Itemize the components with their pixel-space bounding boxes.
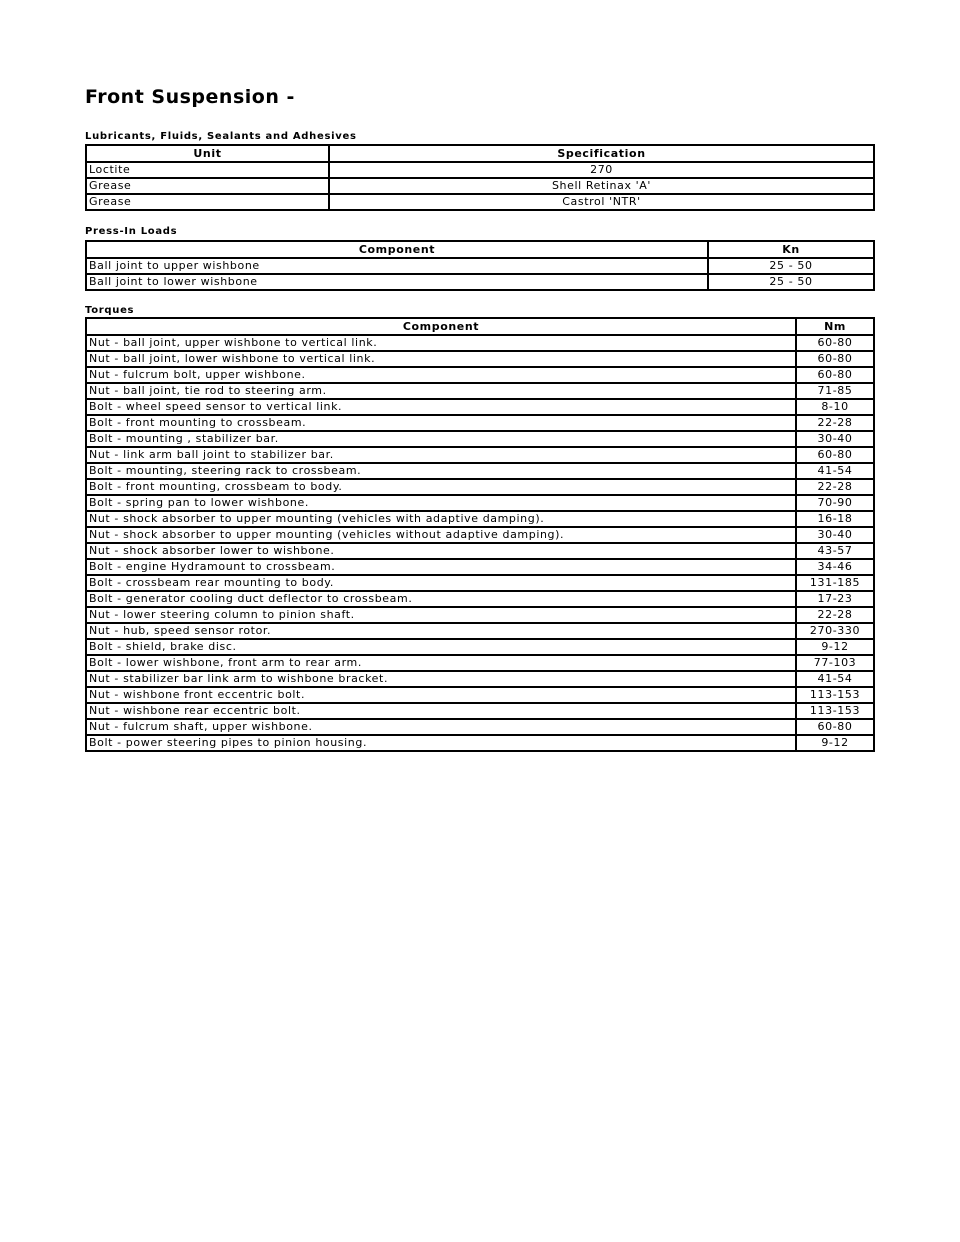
table-cell-label: Bolt - power steering pipes to pinion housing.	[86, 735, 796, 751]
table-cell-value: 60-80	[796, 447, 874, 463]
table-row	[86, 274, 874, 290]
torques-table	[85, 317, 875, 752]
column-header-kn: Kn	[708, 241, 874, 258]
table-cell-value: 131-185	[796, 575, 874, 591]
table-row	[86, 178, 874, 194]
table-cell-value: 270	[329, 162, 874, 178]
table-row	[86, 591, 874, 607]
column-header-component: Component	[86, 318, 796, 335]
table-cell-label: Nut - shock absorber lower to wishbone.	[86, 543, 796, 559]
table-cell-label: Bolt - mounting, steering rack to crossbeam.	[86, 463, 796, 479]
table-cell-label: Bolt - mounting , stabilizer bar.	[86, 431, 796, 447]
table-cell-value: 60-80	[796, 351, 874, 367]
column-header-nm: Nm	[796, 318, 874, 335]
table-cell-value: 41-54	[796, 463, 874, 479]
table-cell-label: Ball joint to upper wishbone	[86, 258, 708, 274]
table-cell-label: Nut - stabilizer bar link arm to wishbone bracket.	[86, 671, 796, 687]
table-cell-value: Castrol 'NTR'	[329, 194, 874, 210]
column-header-unit: Unit	[86, 145, 329, 162]
lubricants-table	[85, 144, 875, 211]
table-cell-value: 270-330	[796, 623, 874, 639]
table-row	[86, 399, 874, 415]
table-row	[86, 559, 874, 575]
table-row	[86, 575, 874, 591]
table-row	[86, 671, 874, 687]
table-cell-label: Bolt - front mounting, crossbeam to body.	[86, 479, 796, 495]
lubricants-table-body	[86, 162, 874, 210]
table-header-row	[86, 318, 874, 335]
table-cell-label: Nut - hub, speed sensor rotor.	[86, 623, 796, 639]
table-cell-value: 16-18	[796, 511, 874, 527]
table-row	[86, 431, 874, 447]
torques-table-body	[86, 335, 874, 751]
table-cell-label: Nut - fulcrum bolt, upper wishbone.	[86, 367, 796, 383]
table-cell-label: Grease	[86, 194, 329, 210]
table-cell-value: 30-40	[796, 431, 874, 447]
table-row	[86, 479, 874, 495]
table-cell-label: Bolt - front mounting to crossbeam.	[86, 415, 796, 431]
table-cell-value: 17-23	[796, 591, 874, 607]
table-cell-value: 113-153	[796, 703, 874, 719]
table-cell-value: 9-12	[796, 639, 874, 655]
table-row	[86, 495, 874, 511]
table-cell-value: 43-57	[796, 543, 874, 559]
table-row	[86, 607, 874, 623]
table-row	[86, 527, 874, 543]
table-cell-value: 60-80	[796, 335, 874, 351]
table-cell-value: 70-90	[796, 495, 874, 511]
table-cell-value: Shell Retinax 'A'	[329, 178, 874, 194]
table-row	[86, 447, 874, 463]
table-cell-value: 22-28	[796, 607, 874, 623]
table-row	[86, 623, 874, 639]
table-cell-value: 113-153	[796, 687, 874, 703]
table-row	[86, 335, 874, 351]
table-row	[86, 383, 874, 399]
table-cell-label: Bolt - wheel speed sensor to vertical link.	[86, 399, 796, 415]
table-row	[86, 687, 874, 703]
table-cell-label: Bolt - shield, brake disc.	[86, 639, 796, 655]
table-cell-value: 22-28	[796, 415, 874, 431]
table-row	[86, 351, 874, 367]
table-cell-value: 60-80	[796, 367, 874, 383]
table-row	[86, 463, 874, 479]
table-header-row	[86, 145, 874, 162]
table-cell-label: Nut - fulcrum shaft, upper wishbone.	[86, 719, 796, 735]
table-cell-label: Loctite	[86, 162, 329, 178]
table-cell-label: Nut - wishbone front eccentric bolt.	[86, 687, 796, 703]
table-row	[86, 639, 874, 655]
table-cell-value: 34-46	[796, 559, 874, 575]
table-row	[86, 194, 874, 210]
table-row	[86, 415, 874, 431]
table-cell-label: Nut - link arm ball joint to stabilizer bar.	[86, 447, 796, 463]
table-cell-label: Nut - shock absorber to upper mounting (vehicles without adaptive damping).	[86, 527, 796, 543]
table-cell-value: 60-80	[796, 719, 874, 735]
table-cell-value: 77-103	[796, 655, 874, 671]
table-cell-value: 71-85	[796, 383, 874, 399]
table-cell-label: Nut - wishbone rear eccentric bolt.	[86, 703, 796, 719]
table-cell-value: 9-12	[796, 735, 874, 751]
lubricants-section-title: Lubricants, Fluids, Sealants and Adhesives	[85, 131, 357, 142]
table-cell-label: Nut - ball joint, upper wishbone to vertical link.	[86, 335, 796, 351]
table-cell-label: Nut - ball joint, tie rod to steering arm.	[86, 383, 796, 399]
table-cell-label: Bolt - lower wishbone, front arm to rear arm.	[86, 655, 796, 671]
column-header-component: Component	[86, 241, 708, 258]
table-cell-label: Bolt - engine Hydramount to crossbeam.	[86, 559, 796, 575]
table-row	[86, 258, 874, 274]
table-cell-label: Nut - shock absorber to upper mounting (vehicles with adaptive damping).	[86, 511, 796, 527]
table-cell-label: Nut - ball joint, lower wishbone to vertical link.	[86, 351, 796, 367]
table-header-row	[86, 241, 874, 258]
page-title: Front Suspension -	[85, 86, 295, 108]
table-row	[86, 735, 874, 751]
table-row	[86, 719, 874, 735]
press-in-table-body	[86, 258, 874, 290]
table-cell-label: Nut - lower steering column to pinion shaft.	[86, 607, 796, 623]
table-row	[86, 367, 874, 383]
table-cell-label: Bolt - spring pan to lower wishbone.	[86, 495, 796, 511]
table-cell-value: 30-40	[796, 527, 874, 543]
column-header-specification: Specification	[329, 145, 874, 162]
table-row	[86, 162, 874, 178]
table-cell-value: 8-10	[796, 399, 874, 415]
press-in-table	[85, 240, 875, 291]
table-cell-value: 41-54	[796, 671, 874, 687]
table-row	[86, 703, 874, 719]
table-cell-label: Bolt - generator cooling duct deflector to crossbeam.	[86, 591, 796, 607]
table-cell-label: Ball joint to lower wishbone	[86, 274, 708, 290]
table-row	[86, 511, 874, 527]
table-cell-value: 25 - 50	[708, 274, 874, 290]
torques-section-title: Torques	[85, 305, 135, 316]
table-row	[86, 655, 874, 671]
table-cell-label: Bolt - crossbeam rear mounting to body.	[86, 575, 796, 591]
table-cell-label: Grease	[86, 178, 329, 194]
table-cell-value: 25 - 50	[708, 258, 874, 274]
table-cell-value: 22-28	[796, 479, 874, 495]
table-row	[86, 543, 874, 559]
press-in-section-title: Press-In Loads	[85, 226, 178, 237]
